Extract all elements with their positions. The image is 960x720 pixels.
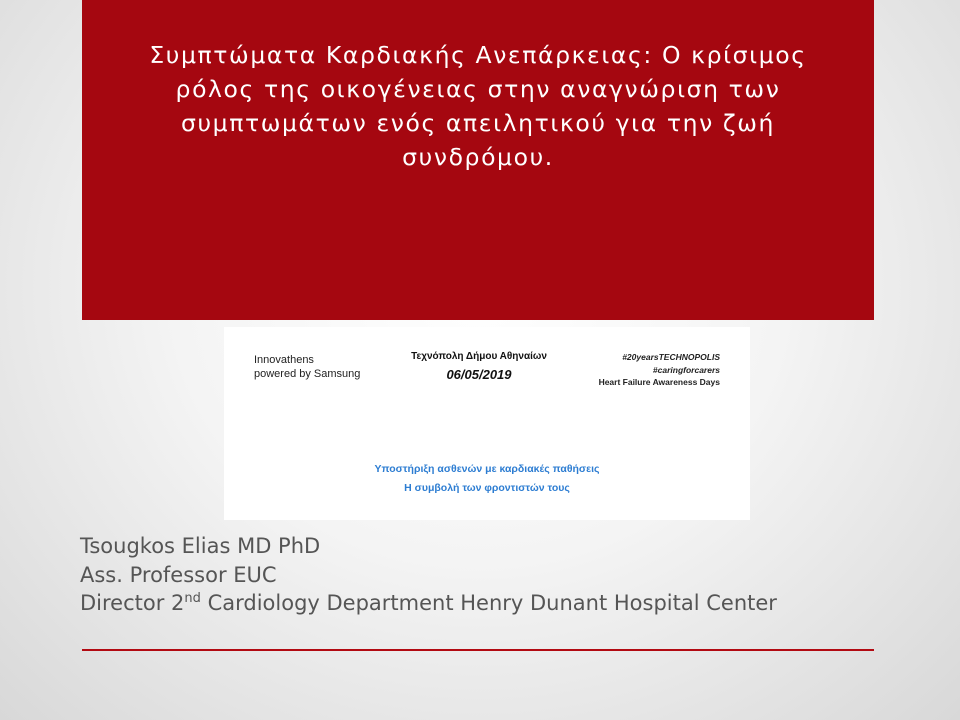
- author-name: Tsougkos Elias MD PhD: [80, 534, 321, 558]
- author-block: [80, 534, 880, 614]
- banner-venue-block: [384, 351, 574, 382]
- banner-hashtag-2: #caringforcarers: [652, 364, 720, 375]
- banner-subtitle-2: Η συμβολή των φροντιστών τους: [404, 482, 570, 494]
- banner-organizer-line2: powered by Samsung: [254, 367, 361, 380]
- author-affiliation-prefix: Director 2: [80, 591, 185, 615]
- title-box: [82, 0, 874, 320]
- banner-organizer-line1: Innovathens: [254, 354, 314, 366]
- author-affiliation: [80, 592, 880, 614]
- author-position: Ass. Professor EUC: [80, 563, 277, 587]
- author-affiliation-ordinal: nd: [184, 591, 201, 606]
- event-banner: [224, 327, 750, 520]
- banner-subtitle: [224, 460, 750, 498]
- banner-hashtags: [599, 351, 720, 389]
- banner-organizer: [254, 354, 360, 381]
- author-affiliation-rest: Cardiology Department Henry Dunant Hospital Center: [200, 591, 777, 615]
- banner-venue: Τεχνόπολη Δήμου Αθηναίων: [411, 351, 547, 362]
- banner-date: 06/05/2019: [446, 367, 512, 382]
- slide-title: Συμπτώματα Καρδιακής Ανεπάρκειας: Ο κρίσιμος ρόλος της οικογένειας στην αναγνώριση των συμπτωμάτων ενός απειλητικού για την ζωή συνδρόμου.: [149, 41, 807, 171]
- divider-line: [82, 649, 874, 651]
- banner-hashtag-1: #20yearsTECHNOPOLIS: [622, 352, 720, 362]
- banner-subtitle-1: Υποστήριξη ασθενών με καρδιακές παθήσεις: [374, 463, 600, 475]
- banner-event-name: Heart Failure Awareness Days: [598, 377, 720, 387]
